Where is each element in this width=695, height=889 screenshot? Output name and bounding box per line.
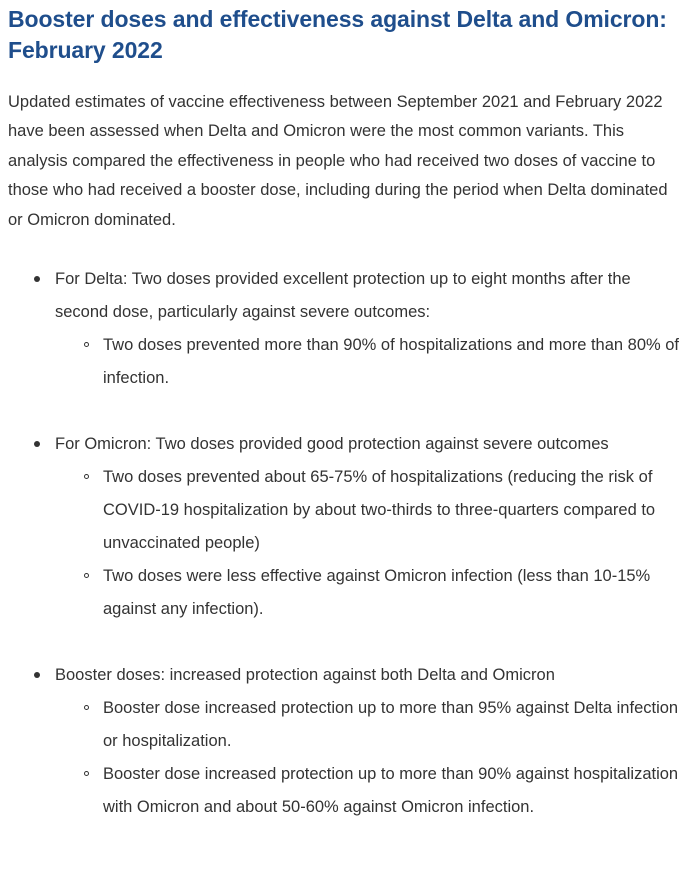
- sub-list: [55, 692, 683, 824]
- bullet-dot-icon: [34, 276, 40, 282]
- sub-list-item: [55, 461, 683, 560]
- bullet-circle-icon: [84, 705, 89, 710]
- findings-list: [8, 263, 683, 824]
- list-item-delta: [8, 263, 683, 395]
- list-item-text: Booster doses: increased protection against both Delta and Omicron: [55, 666, 555, 685]
- sub-list-item-text: Booster dose increased protection up to more than 90% against hospitalization with Omicron and about 50-60% against Omicron infection.: [103, 765, 679, 817]
- sub-list-item-text: Two doses prevented about 65-75% of hospitalizations (reducing the risk of COVID-19 hospitalization by about two-thirds to three-quarters compared to unvaccinated people): [103, 468, 656, 553]
- sub-list-item: [55, 329, 683, 395]
- list-item-text: For Omicron: Two doses provided good protection against severe outcomes: [55, 435, 609, 454]
- bullet-circle-icon: [84, 771, 89, 776]
- bullet-circle-icon: [84, 342, 89, 347]
- bullet-dot-icon: [34, 441, 40, 447]
- sub-list-item: [55, 560, 683, 626]
- intro-paragraph: Updated estimates of vaccine effectiveness between September 2021 and February 2022 have been assessed when Delta and Omicron were the most common variants. This analysis compared the effectiveness in people who had received two doses of vaccine to those who had received a booster dose, including during the period when Delta dominated or Omicron dominated.: [8, 93, 668, 229]
- sub-list-item: [55, 758, 683, 824]
- bullet-circle-icon: [84, 474, 89, 479]
- bullet-circle-icon: [84, 573, 89, 578]
- bullet-dot-icon: [34, 672, 40, 678]
- list-item-text: For Delta: Two doses provided excellent protection up to eight months after the second dose, particularly against severe outcomes:: [55, 270, 631, 322]
- sub-list-item-text: Two doses were less effective against Omicron infection (less than 10-15% against any infection).: [103, 567, 651, 619]
- page-title: Booster doses and effectiveness against Delta and Omicron: February 2022: [8, 6, 667, 63]
- list-item-booster: [8, 659, 683, 824]
- sub-list-item: [55, 692, 683, 758]
- list-item-omicron: [8, 428, 683, 626]
- sub-list: [55, 461, 683, 626]
- sub-list-item-text: Booster dose increased protection up to more than 95% against Delta infection or hospitalization.: [103, 699, 679, 751]
- sub-list-item-text: Two doses prevented more than 90% of hospitalizations and more than 80% of infection.: [103, 336, 680, 388]
- sub-list: [55, 329, 683, 395]
